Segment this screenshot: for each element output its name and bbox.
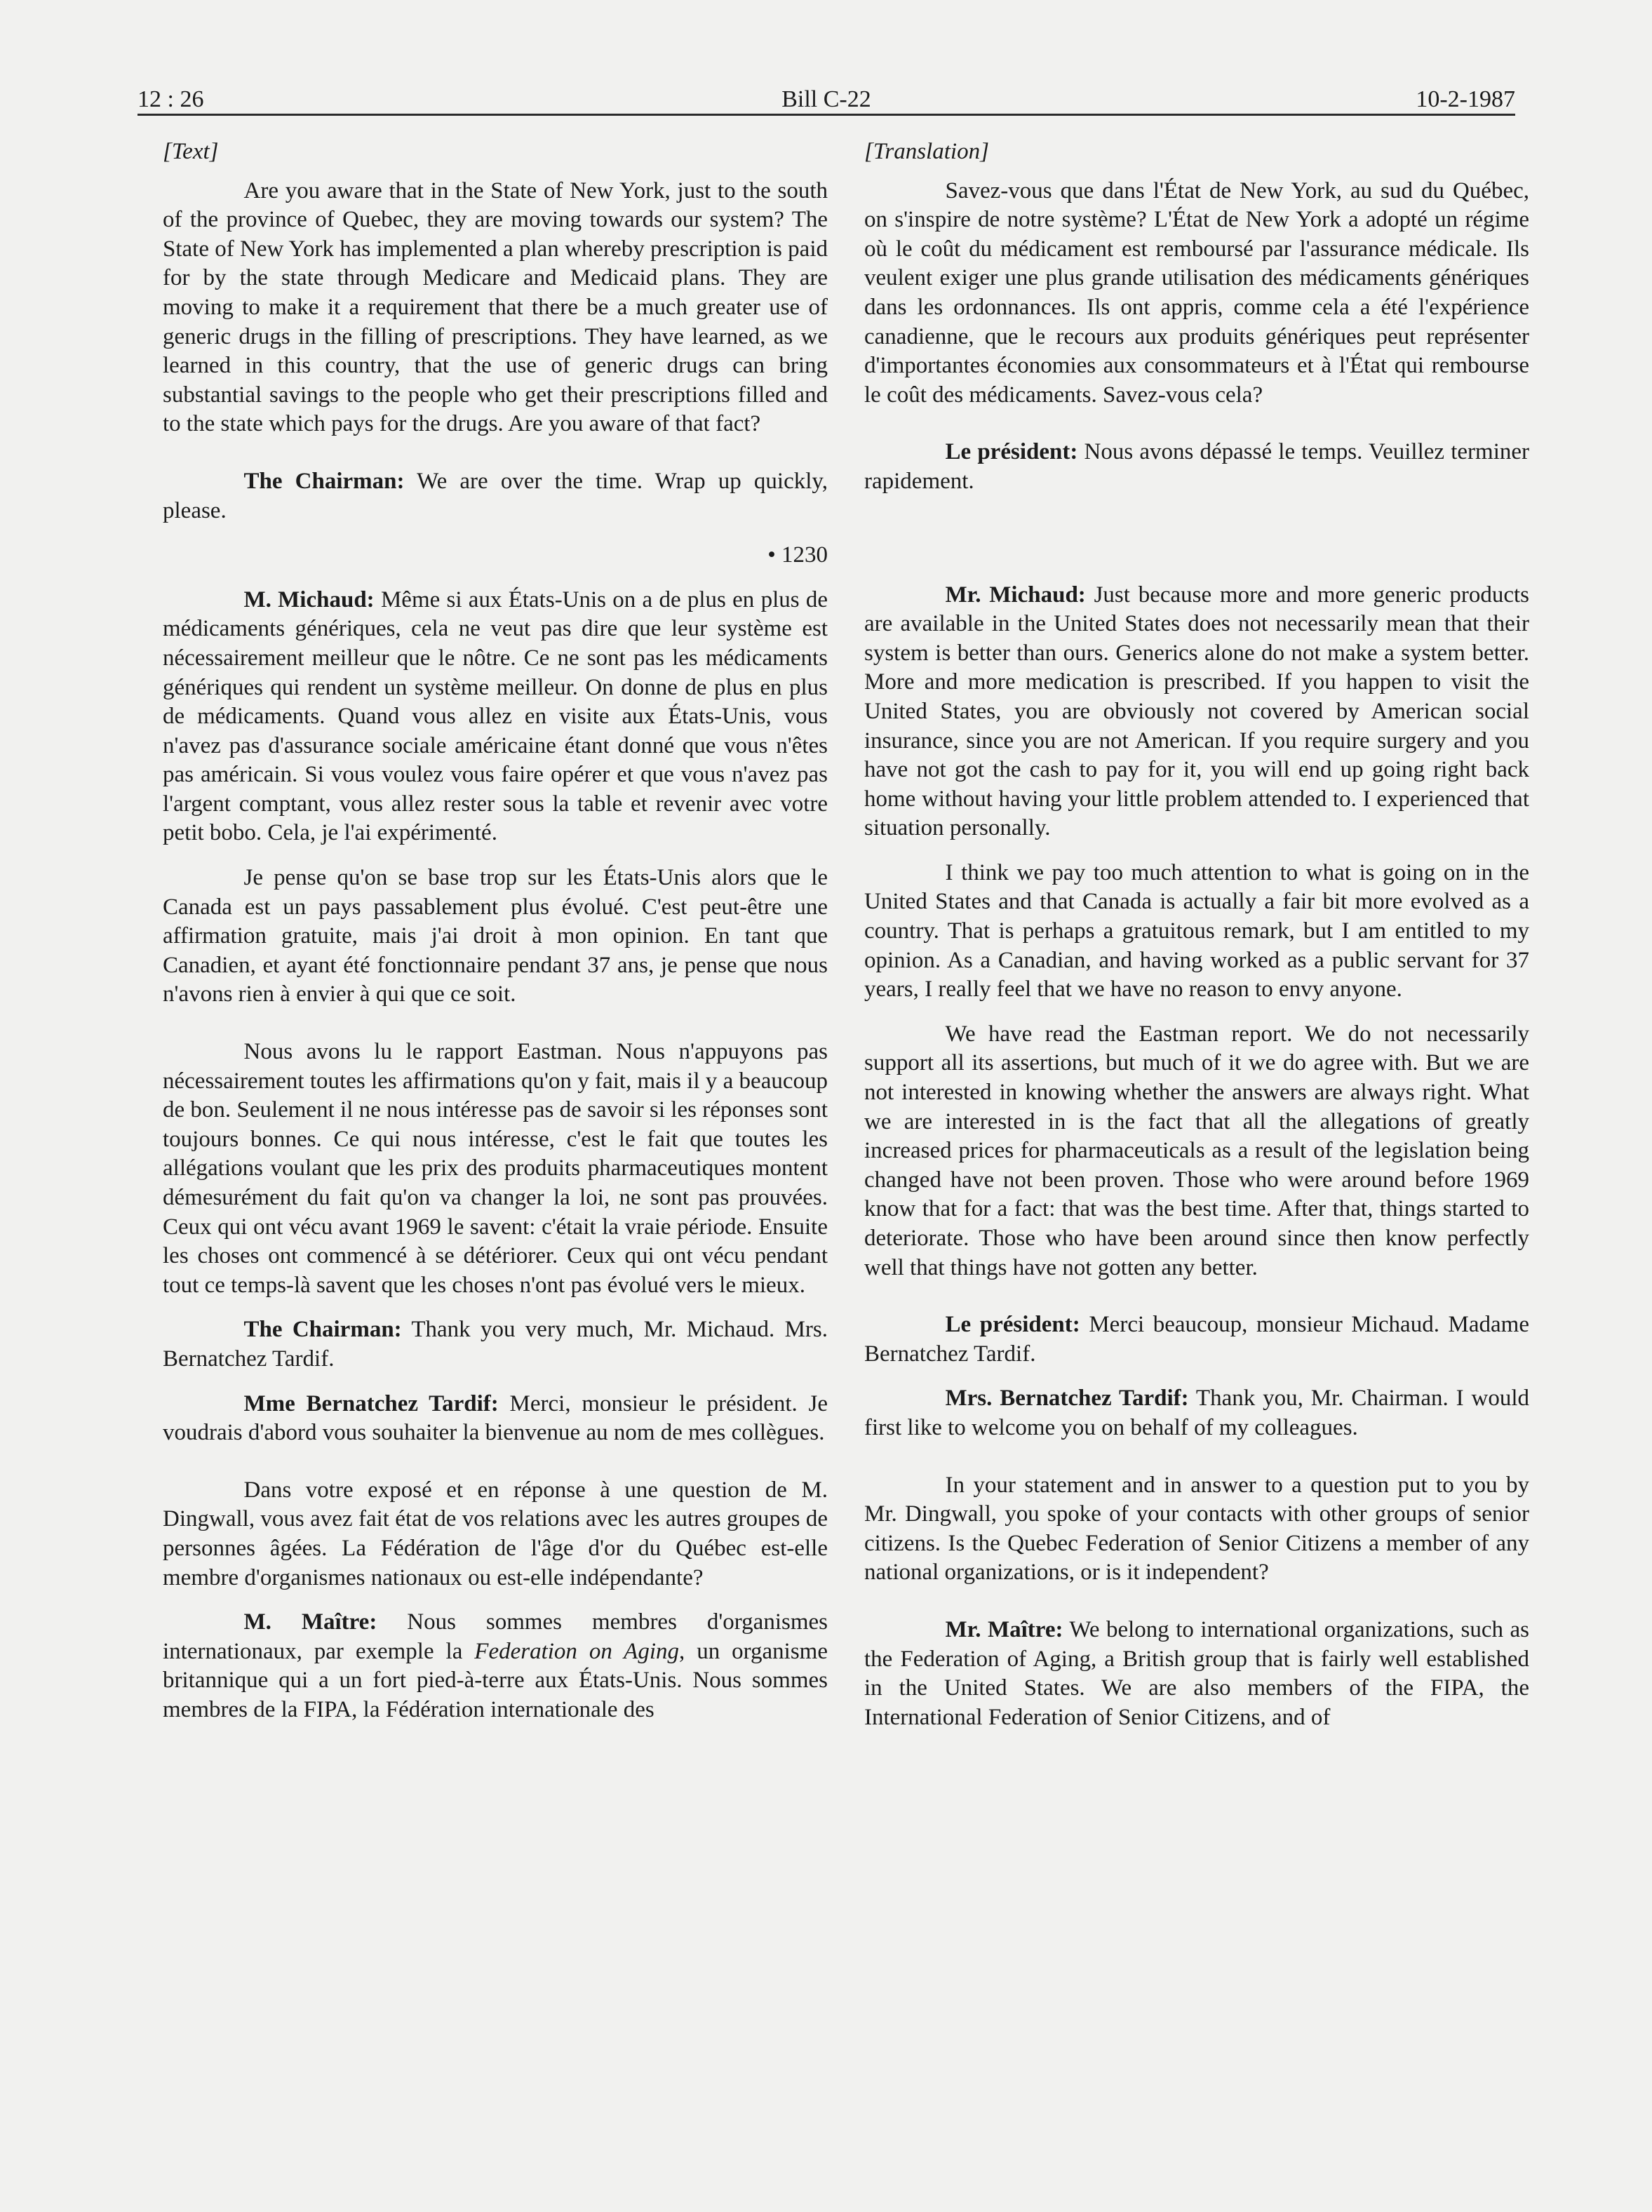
paragraph: In your statement and in answer to a question put to you by Mr. Dingwall, you spoke of your contacts with other groups of senior citizens. Is the Quebec Federation of Senior Citizens a member of any national organizations, or is it independent?: [864, 1472, 1529, 1586]
speech-text: Même si aux États-Unis on a de plus en plus de médicaments génériques, cela ne veut pas dire que leur système est nécessairement meilleur que le nôtre. Ce ne sont pas les médicaments génériques qui rendent un système meilleur. On donne de plus en plus de médicaments. Quand vous allez en visite aux États-Unis, vous n'avez pas d'assurance sociale américaine étant donné que vous n'êtes pas américain. Si vous voulez vous faire opérer et que vous n'avez pas l'argent comptant, vous allez rester sous la table et revenir avec votre petit bobo. Cela, je l'ai expérimenté.: [163, 586, 828, 846]
right-column: [864, 138, 1529, 1732]
speaker-name: Mme Bernatchez Tardif:: [243, 1390, 499, 1416]
header-rule: [137, 114, 1515, 116]
page-number: 12 : 26: [137, 86, 204, 112]
paragraph: [864, 1384, 1529, 1442]
paragraph: Dans votre exposé et en réponse à une question de M. Dingwall, vous avez fait état de vos relations avec les autres groupes de personnes âgées. La Fédération de l'âge d'or du Québec est-elle membre d'organismes nationaux ou est-elle indépendante?: [163, 1477, 828, 1590]
speaker-name: The Chairman:: [243, 468, 405, 494]
paragraph: [864, 581, 1529, 843]
paragraph: [864, 1616, 1529, 1732]
paragraph: [163, 1608, 828, 1724]
speech-text: Nous avons dépassé le temps. Veuillez terminer rapidement.: [864, 439, 1529, 494]
translation-label: [Translation]: [864, 139, 989, 164]
paragraph: [163, 1390, 828, 1448]
text-label: [Text]: [163, 139, 219, 164]
paragraph: [163, 586, 828, 848]
paragraph: Are you aware that in the State of New York, just to the south of the province of Quebec, they are moving towards our system? The State of New York has implemented a plan whereby prescription is paid for by the state through Medicare and Medicaid plans. They are moving to make it a requirement that there be a much greater use of generic drugs in the filling of prescriptions. They have learned, as we learned in this country, that the use of generic drugs can bring substantial savings to the people who get their prescriptions filled and to the state which pays for the drugs. Are you aware of that fact?: [163, 177, 828, 437]
paragraph: Je pense qu'on se base trop sur les États-Unis alors que le Canada est un pays passablement plus évolué. C'est peut-être une affirmation gratuite, mais j'ai droit à mon opinion. En tant que Canadien, et ayant été fonctionnaire pendant 37 ans, je pense que nous n'avons rien à envier à qui que ce soit.: [163, 865, 828, 1007]
paragraph: [163, 467, 828, 525]
speech-text: We are over the time. Wrap up quickly, please.: [163, 468, 828, 523]
speaker-name: Le président:: [945, 1312, 1080, 1338]
speech-text: Nous sommes membres d'organismes internationaux, par exemple la: [163, 1609, 828, 1664]
paragraph: [864, 438, 1529, 496]
paragraph: We have read the Eastman report. We do not necessarily support all its assertions, but much of it we do agree with. But we are not interested in knowing whether the answers are always right. What we are interested in is the fact that all the allegations of greatly increased prices for pharmaceuticals as a result of the legislation being changed have not been proven. Those who were around before 1969 know that for a fact: that was the best time. After that, things started to deteriorate. Those who have been around since then know perfectly well that things have not gotten any better.: [864, 1021, 1529, 1280]
speech-text: Thank you very much, Mr. Michaud. Mrs. Bernatchez Tardif.: [163, 1317, 828, 1372]
left-column: [163, 138, 828, 1725]
speech-text: We belong to international organizations, such as the Federation of Aging, a British group that is fairly well established in the United States. We are also members of the FIPA, the International Federation of Senior Citizens, and of: [864, 1616, 1529, 1730]
speech-text: Thank you, Mr. Chairman. I would first like to welcome you on behalf of my colleagues.: [864, 1386, 1529, 1440]
speaker-name: M. Michaud:: [243, 586, 375, 612]
speech-text: Merci, monsieur le président. Je voudrais d'abord vous souhaiter la bienvenue au nom de mes collègues.: [163, 1390, 828, 1446]
speech-text: , un organisme britannique qui a un fort pied-à-terre aux États-Unis. Nous sommes membres de la FIPA, la Fédération internationale des: [163, 1638, 828, 1722]
speaker-name: Le président:: [945, 439, 1078, 465]
paragraph: [163, 1315, 828, 1374]
speech-text-italic: Federation on Aging: [474, 1638, 680, 1664]
speaker-name: M. Maître:: [243, 1609, 377, 1635]
paragraph: [864, 1311, 1529, 1369]
page-date: 10-2-1987: [1416, 86, 1515, 112]
speaker-name: Mr. Maître:: [945, 1616, 1063, 1642]
speech-text: Merci beaucoup, monsieur Michaud. Madame Bernatchez Tardif.: [864, 1312, 1529, 1367]
bill-title: Bill C-22: [781, 86, 871, 112]
speaker-name: The Chairman:: [243, 1317, 402, 1343]
speech-text: Just because more and more generic products are available in the United States does not necessarily mean that their system is better than ours. Generics alone do not make a system better. More and more medication is prescribed. If you happen to visit the United States, you are obviously not covered by American social insurance, since you are not American. If you require surgery and you have not got the cash to pay for it, you will end up going right back home without having your little problem attended to. I experienced that situation personally.: [864, 582, 1529, 841]
paragraph: I think we pay too much attention to what is going on in the United States and that Canada is actually a fair bit more evolved as a country. That is perhaps a gratuitous remark, but I am entitled to my opinion. As a Canadian, and having worked as a public servant for 37 years, I really feel that we have no reason to envy anyone.: [864, 859, 1529, 1003]
paragraph: Nous avons lu le rapport Eastman. Nous n'appuyons pas nécessairement toutes les affirmations qu'on y fait, mais il y a beaucoup de bon. Seulement il ne nous intéresse pas de savoir si les réponses sont toujours bonnes. Ce qui nous intéresse, c'est le fait que toutes les allégations voulant que les prix des produits pharmaceutiques montent démesurément du fait qu'on va changer la loi, ne sont pas prouvées. Ceux qui ont vécu avant 1969 le savent: c'était la vraie période. Ensuite les choses ont commencé à se détériorer. Ceux qui ont vécu pendant tout ce temps-là savent que les choses n'ont pas évolué vers le mieux.: [163, 1039, 828, 1298]
speaker-name: Mrs. Bernatchez Tardif:: [945, 1386, 1189, 1412]
speaker-name: Mr. Michaud:: [945, 582, 1086, 608]
paragraph: Savez-vous que dans l'État de New York, au sud du Québec, on s'inspire de notre système? L'État de New York a adopté un régime où le coût du médicament est remboursé par l'assurance médicale. Ils veulent exiger une plus grande utilisation des médicaments génériques dans les ordonnances. Ils ont appris, comme cela a été l'expérience canadienne, que le recours aux produits génériques peut représenter d'importantes économies aux consommateurs et à l'État qui rembourse le coût des médicaments. Savez-vous cela?: [864, 177, 1529, 408]
time-marker: • 1230: [767, 542, 828, 568]
